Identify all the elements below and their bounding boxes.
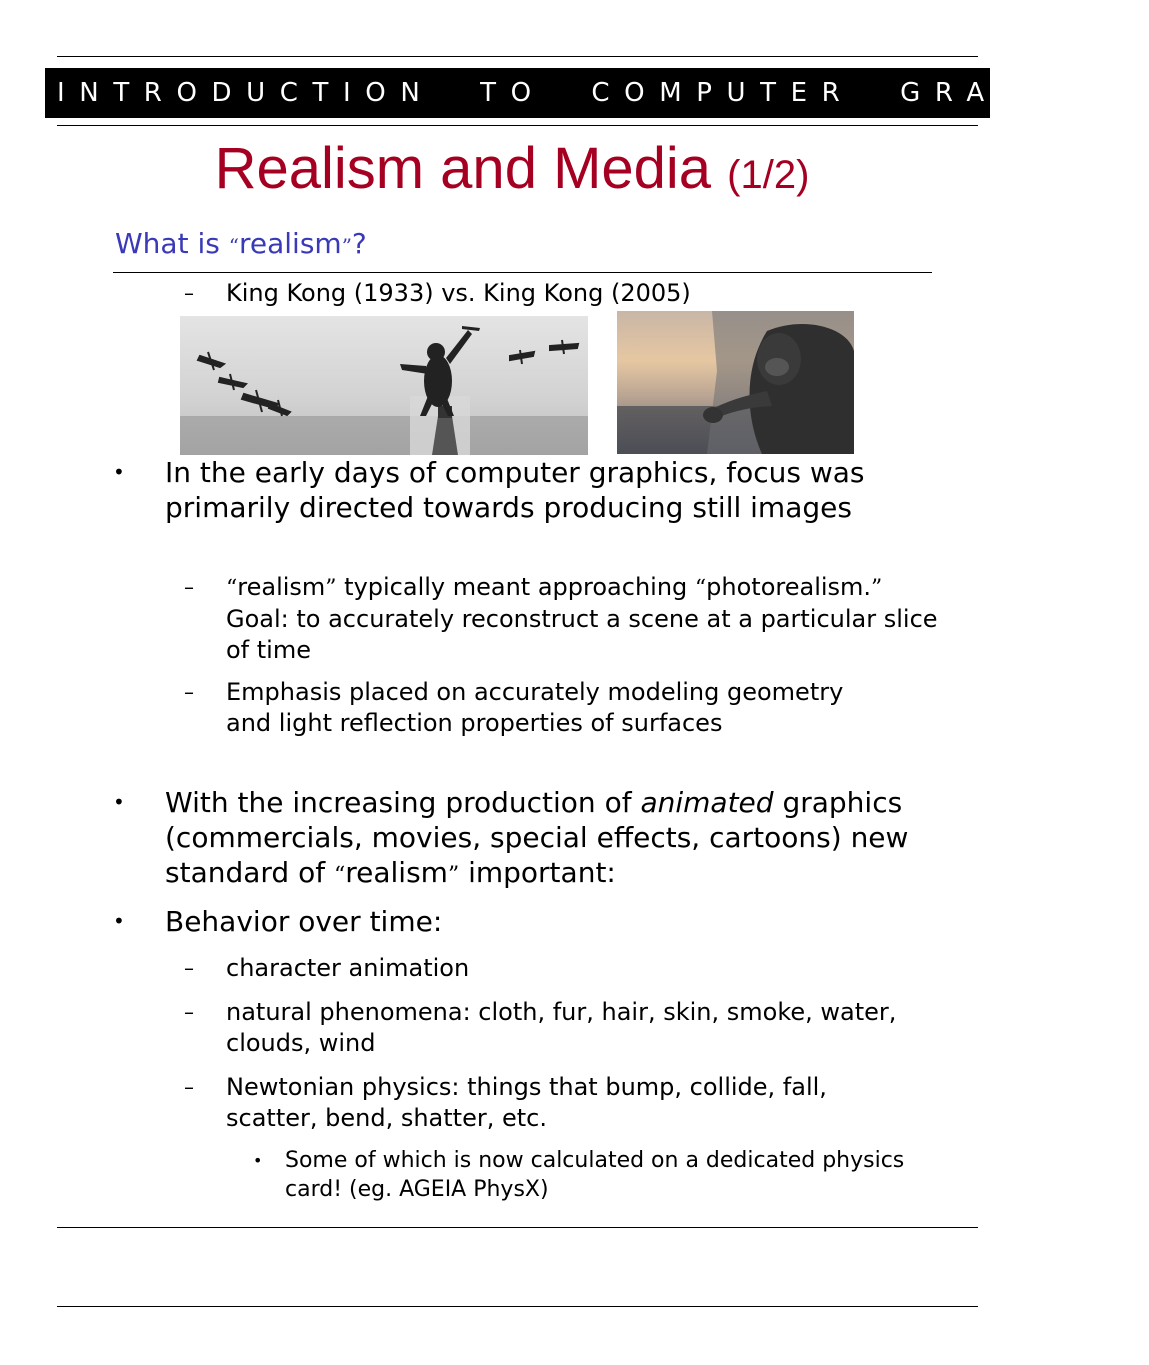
question-suffix: ? [351,227,367,260]
footer-rule-bottom [57,1306,978,1307]
realism-word-2: realism [345,856,448,889]
bullet-marker: • [253,1151,263,1170]
banner-rule [57,125,978,126]
slide-title [0,134,1024,210]
question-prefix: What is [115,227,229,260]
animated-prefix: With the increasing production of [165,786,641,819]
bullet-marker: • [113,460,125,484]
top-rule [57,56,978,57]
slide-subheading [115,224,367,266]
dash-marker: – [184,281,194,305]
dash-marker: – [184,1075,194,1099]
open-quote: “ [228,234,239,258]
early-days-text: In the early days of computer graphics, focus was primarily directed towards producing still images [165,456,865,524]
character-text: character animation [226,954,470,982]
king-kong-1933-image [180,316,588,455]
question-word: realism [238,227,342,260]
realism-meant: typically meant approaching [336,573,695,601]
close-quote: ” [325,576,337,601]
realism-meaning-text [226,572,946,666]
slide-title-part: (1/2) [727,153,810,197]
important-text: important: [459,856,616,889]
slide-title-text: Realism and Media [214,136,712,201]
animated-word: animated [640,786,774,819]
animated-suffix: graphics (commercials, movies, special effects, cartoons) new standard of [165,786,909,889]
newtonian-text: Newtonian physics: things that bump, collide, fall, scatter, bend, shatter, etc. [226,1073,827,1132]
photorealism-word: photorealism. [706,573,872,601]
natural-text: natural phenomena: cloth, fur, hair, skin, smoke, water, clouds, wind [226,998,897,1057]
bullet-marker: • [113,790,125,814]
open-quote: “ [226,576,238,601]
close-quote: ” [447,863,460,888]
close-quote: ” [341,234,352,258]
king-kong-2005-image [617,311,854,454]
open-quote: “ [694,576,707,601]
comparison-text: King Kong (1933) vs. King Kong (2005) [226,279,691,307]
subheading-rule [113,272,932,273]
dash-marker: – [184,956,194,980]
bullet-marker: • [113,909,125,933]
animated-text [165,785,955,893]
goal-text: Goal: to accurately reconstruct a scene at a particular slice of time [226,605,938,664]
course-title: INTRODUCTION TO COMPUTER GRAPHICS [57,78,1149,108]
footer-rule-top [57,1227,978,1228]
dash-marker: – [184,680,194,704]
dash-marker: – [184,1000,194,1024]
open-quote: “ [333,863,346,888]
emphasis-text: Emphasis placed on accurately modeling geometry and light reflection properties of surfaces [226,678,844,737]
realism-word: realism [237,573,326,601]
course-banner [45,68,1149,118]
dash-marker: – [184,575,194,599]
king-kong-2005-illustration [617,311,854,454]
close-quote: ” [871,576,883,601]
king-kong-1933-illustration [180,316,588,455]
physics-card-text: Some of which is now calculated on a dedicated physics card! (eg. AGEIA PhysX) [285,1148,905,1202]
behavior-text: Behavior over time: [165,905,443,938]
